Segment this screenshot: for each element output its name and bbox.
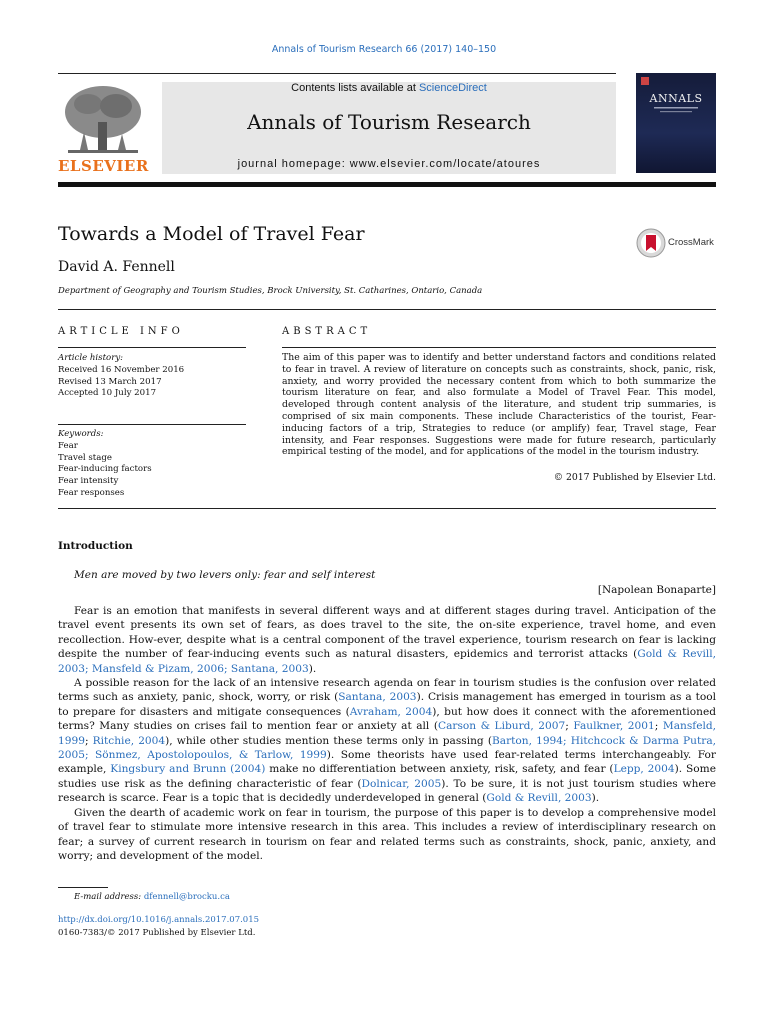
body-text: make no differentiation between anxiety, risk, safety, and fear (	[265, 763, 614, 776]
history-received: Received 16 November 2016	[58, 364, 185, 375]
history-revised: Revised 13 March 2017	[58, 376, 162, 387]
citation-link[interactable]: Gold & Revill, 2003	[486, 792, 592, 805]
body-text: A possible reason for the lack of an intensive research agenda on fear in tourism studies is the confusion over related terms such as anxiety, panic, shock, worry, or risk (	[58, 677, 716, 704]
keywords-rule	[58, 424, 246, 425]
citation-link[interactable]: Carson & Liburd, 2007	[437, 720, 566, 733]
author-affiliation: Department of Geography and Tourism Studies, Brock University, St. Catharines, Ontario, Canada	[58, 286, 483, 296]
article-info-heading: ARTICLE INFO	[58, 326, 184, 337]
citation-link[interactable]: Gold & Revill, 2003; Mansfeld & Pizam, 2006; Santana, 2003	[58, 648, 716, 675]
doi-link[interactable]: http://dx.doi.org/10.1016/j.annals.2017.07.015	[58, 915, 260, 925]
citation-link[interactable]: Lepp, 2004	[613, 763, 675, 776]
body-text: Fear is an emotion that manifests in several different ways and at different stages during travel. Anticipation of the travel event presents its own set of fears, as does travel to the site, the on-site experience, travel home, and even recollection. How-ever, despite what is a central component of the travel experience, tourism research on fear is lacking despite the number of fear-inducing events such as natural disasters, epidemics and terrorist attacks (	[58, 605, 716, 661]
keywords-label: Keywords:	[58, 429, 104, 439]
journal-title: Annals of Tourism Research	[247, 110, 531, 134]
journal-citation[interactable]: Annals of Tourism Research 66 (2017) 140–150	[271, 44, 497, 55]
keywords-list	[58, 429, 246, 500]
introduction-heading: Introduction	[58, 540, 133, 552]
keyword-item: Fear-inducing factors	[58, 464, 152, 475]
intro-paragraph-1	[58, 604, 716, 676]
citation-link[interactable]: Santana, 2003	[338, 691, 417, 704]
epigraph-quote: Men are moved by two levers only: fear and self interest	[74, 569, 376, 581]
citation-link[interactable]: Mansfeld, 1999	[58, 720, 717, 747]
body-text: ).	[591, 792, 600, 805]
header-thick-rule	[58, 182, 716, 187]
article-history	[58, 353, 246, 400]
body-text: ). Crisis management has emerged in tourism as a tool to prepare for disasters and mitigate consequences (	[58, 691, 716, 718]
keyword-item: Fear intensity	[58, 476, 119, 487]
body-text: ). To be sure, it is not just tourism studies where research is scarce. Fear is a topic that is decidedly underdeveloped in general (	[58, 777, 716, 805]
citation-link[interactable]: Barton, 1994; Hitchcock & Darma Putra, 2005; Sönmez, Apostolopoulos, & Tarlow, 1999	[58, 734, 717, 762]
body-text: ). Some theorists have used fear-related terms interchangeably. For example,	[58, 749, 716, 776]
publisher-wordmark: ELSEVIER	[58, 157, 149, 175]
sciencedirect-link[interactable]: ScienceDirect	[418, 82, 487, 94]
body-text: ;	[565, 720, 574, 733]
citation-link[interactable]: Ritchie, 2004	[92, 734, 166, 747]
abstract-bottom-rule	[58, 508, 716, 509]
body-text: ).	[308, 662, 317, 675]
intro-paragraph-3	[58, 806, 716, 864]
body-text: ;	[654, 720, 663, 733]
intro-paragraph-2	[58, 676, 716, 806]
epigraph-attribution: [Napolean Bonaparte]	[597, 584, 716, 596]
journal-cover-image	[636, 73, 716, 173]
cover-corner-mark	[640, 76, 650, 86]
abstract-heading: ABSTRACT	[282, 326, 372, 337]
crossmark-label[interactable]: CrossMark	[668, 237, 714, 248]
citation-link[interactable]: Faulkner, 2001	[573, 720, 655, 733]
body-text: Given the dearth of academic work on fear in tourism, the purpose of this paper is to develop a comprehensive model of travel fear to stimulate more intensive research in this area. This includes a review of interdisciplinary research on fear; a survey of current research in tourism on fear and related terms such as constraints, shock, panic, anxiety, and worry; and development of the model.	[58, 807, 716, 863]
footnote-email	[74, 892, 230, 902]
paper-title: Towards a Model of Travel Fear	[58, 223, 365, 245]
citation-link[interactable]: Avraham, 2004	[349, 705, 433, 718]
email-label: E-mail address:	[74, 892, 144, 902]
keyword-item: Fear responses	[58, 487, 125, 498]
abstract-copyright: © 2017 Published by Elsevier Ltd.	[553, 472, 716, 483]
author-name: David A. Fennell	[58, 259, 175, 275]
footnote-rule	[58, 887, 108, 888]
citation-link[interactable]: Dolnicar, 2005	[361, 777, 442, 790]
email-link[interactable]: dfennell@brocku.ca	[143, 892, 230, 902]
cover-subtitle-lines	[650, 106, 702, 116]
body-text: ), but how does it connect with the aforementioned terms? Many studies on crises fail to mention fear or anxiety at all (	[58, 705, 716, 733]
abstract-text: The aim of this paper was to identify and better understand factors and conditions related to fear in travel. A review of literature on concepts such as constraints, shock, panic, risk, anxiety, and worry provided the necessary content from which to both summarize the tourism literature on fear, and also formulate a Model of Travel Fear. This model, developed through content analysis of the literature, and student trip summaries, is comprised of six main components. These include Characteristics of the tourist, Fear-inducing factors of a trip, Strategies to reduce (or amplify) fear, Travel stage, Fear intensity, and Fear responses. Suggestions were made for future research, particularly empirical testing of the model, and for applications of the model in the tourism industry.	[282, 352, 716, 458]
abstract-rule	[282, 347, 716, 348]
issn-line: 0160-7383/© 2017 Published by Elsevier Ltd.	[58, 928, 256, 938]
body-text: ), while other studies mention these terms only in passing (	[165, 734, 492, 747]
contents-prefix: Contents lists available at	[291, 82, 419, 94]
keyword-item: Travel stage	[58, 452, 112, 463]
body-text: ;	[84, 734, 93, 747]
cover-title: ANNALS	[649, 92, 703, 105]
keyword-item: Fear	[58, 440, 78, 451]
journal-homepage[interactable]: journal homepage: www.elsevier.com/locate/atoures	[237, 158, 541, 170]
header-rule	[58, 73, 616, 74]
history-label: Article history:	[58, 353, 124, 363]
title-rule	[58, 309, 716, 310]
body-text: ). Some studies use risk as the defining characteristic of fear (	[58, 763, 716, 790]
crossmark-icon[interactable]	[636, 228, 666, 258]
article-info-rule	[58, 347, 246, 348]
contents-line	[162, 82, 616, 94]
citation-link[interactable]: Kingsbury and Brunn (2004)	[110, 763, 266, 776]
history-accepted: Accepted 10 July 2017	[58, 388, 157, 399]
